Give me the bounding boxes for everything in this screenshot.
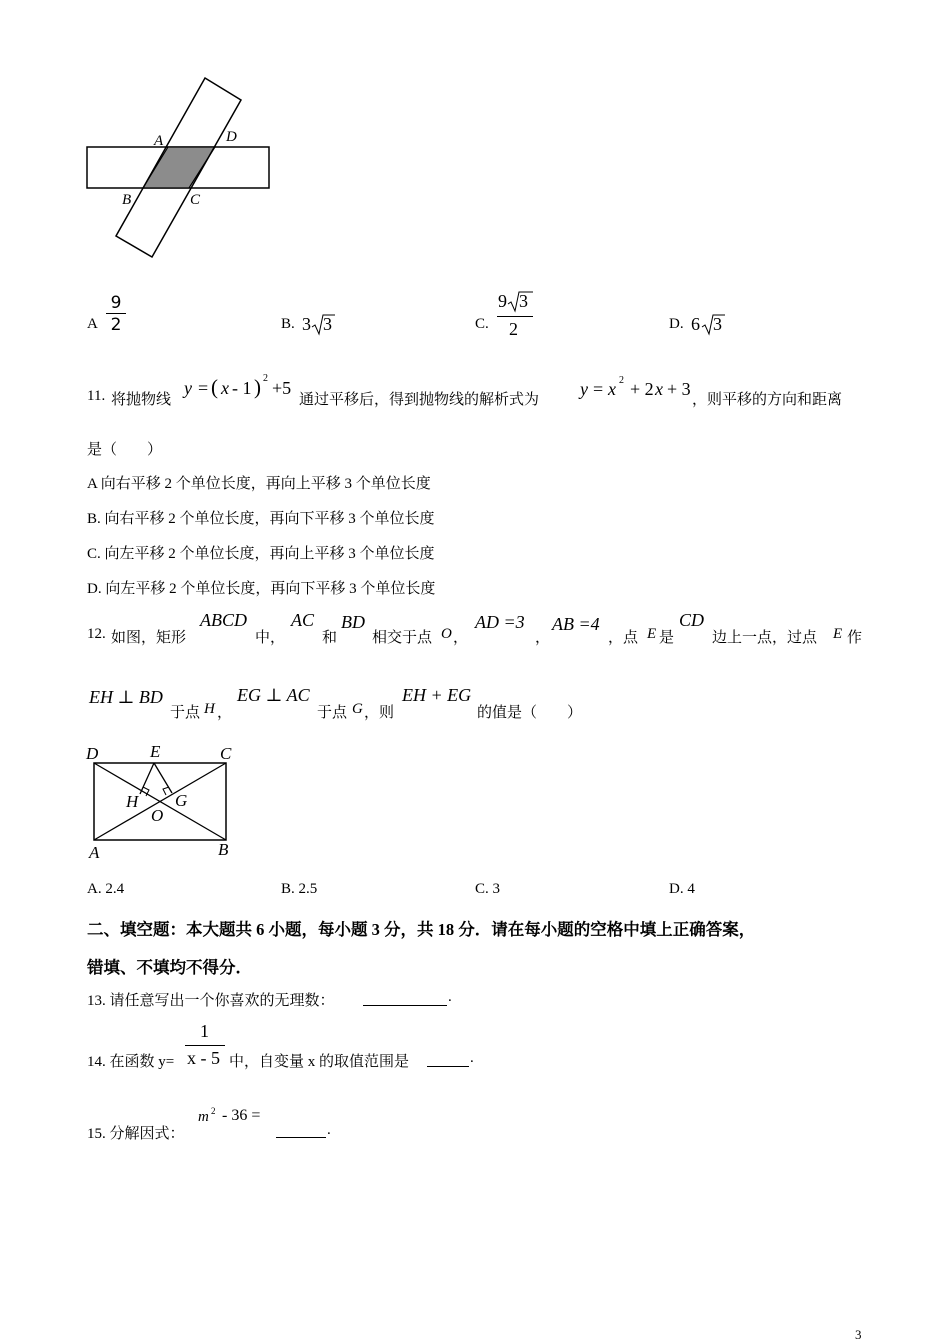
page-number: 3 [855,1327,862,1342]
q12-option-a[interactable]: A. 2.4 [87,881,125,897]
label-E: E [150,742,161,761]
right-angle-mark-g [163,787,169,795]
label-A: A [89,843,100,862]
q11-option-b[interactable]: B. 向右平移 2 个单位长度，再向下平移 3 个单位长度 [87,511,435,527]
label-C: C [190,192,201,208]
answer-blank[interactable] [363,992,447,1006]
label-G: G [175,791,188,810]
label-O: O [151,806,164,825]
answer-blank[interactable] [276,1124,326,1138]
q12-option-b[interactable]: B. 2.5 [281,881,318,897]
q12-figure [80,740,245,865]
q12-option-d[interactable]: D. 4 [669,881,695,897]
label-B: B [122,192,132,208]
label-D: D [86,744,99,763]
label-C: C [220,744,232,763]
q11-option-d[interactable]: D. 向左平移 2 个单位长度，再向下平移 3 个单位长度 [87,581,436,597]
answer-blank[interactable] [427,1053,469,1067]
label-D: D [226,129,237,145]
q11-option-a[interactable]: A 向右平移 2 个单位长度，再向上平移 3 个单位长度 [87,476,431,492]
fraction-bar [185,1045,225,1046]
label-H: H [126,792,139,811]
fraction-bar [497,316,533,317]
q11-option-c[interactable]: C. 向左平移 2 个单位长度，再向上平移 3 个单位长度 [87,546,435,562]
label-B: B [218,840,229,859]
q12-option-c[interactable]: C. 3 [475,881,501,897]
fraction-9-over-2: $\frac{9}{2}$ [106,293,126,336]
label-A: A [154,133,164,149]
q10-figure [80,70,280,265]
